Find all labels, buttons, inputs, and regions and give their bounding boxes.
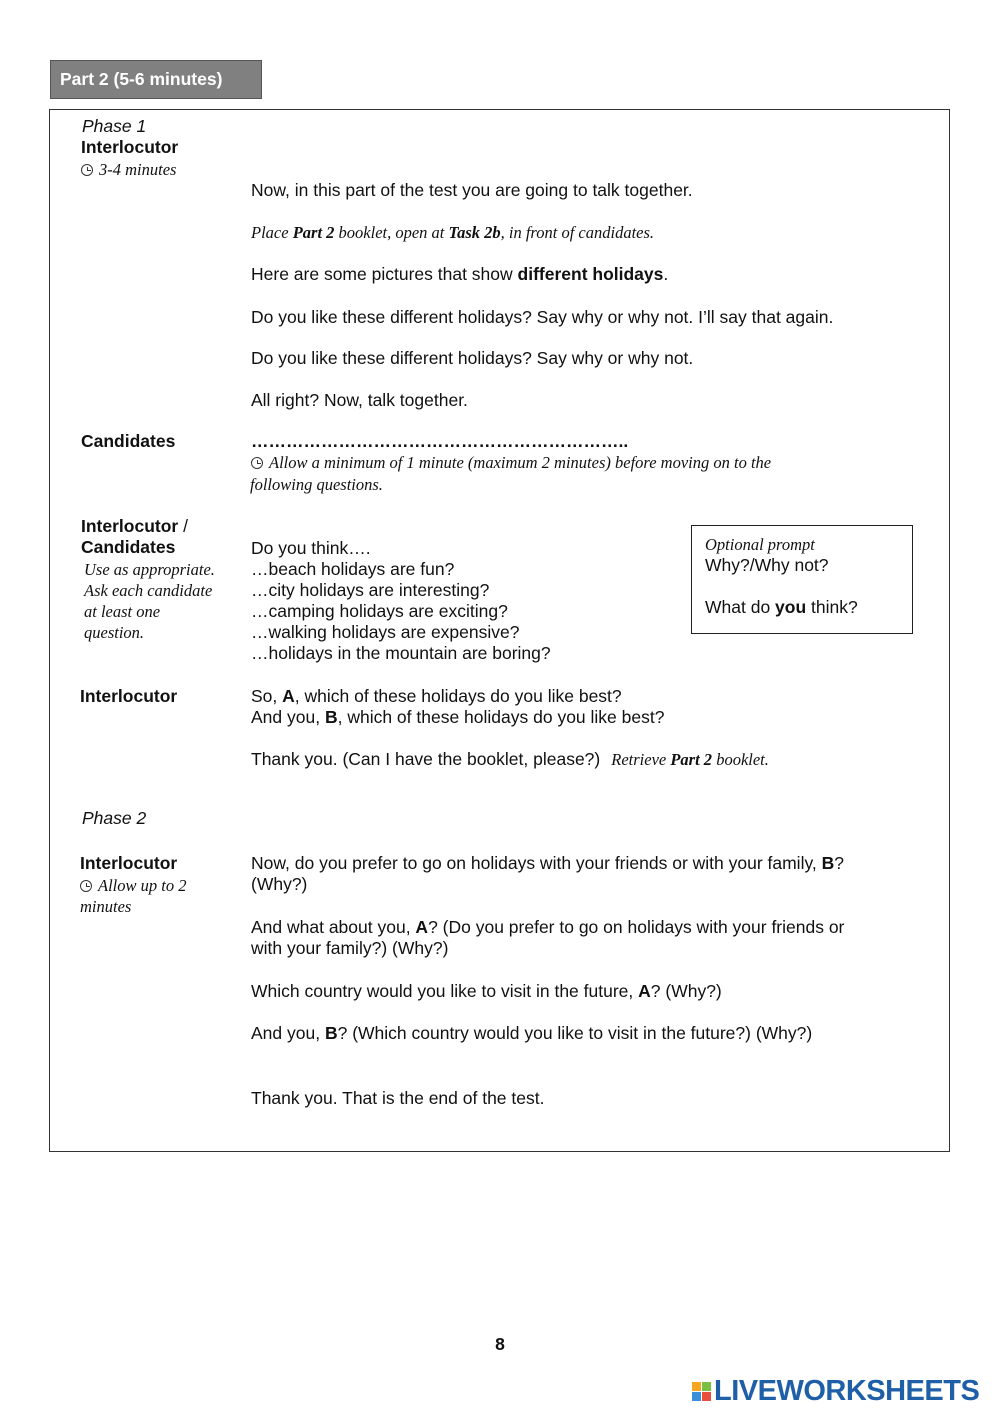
placement-text: Place	[251, 223, 293, 242]
clock-icon	[80, 880, 92, 892]
candidates-dots: ………………………………………………………..	[251, 431, 629, 451]
candidates-note-1	[251, 452, 771, 473]
phase1-role: Interlocutor	[81, 137, 179, 157]
retrieve-instruction	[611, 750, 769, 769]
thanks-text: Thank you. (Can I have the booklet, please?)	[251, 749, 601, 769]
optional-prompt-you: you	[775, 597, 807, 617]
pictures-topic: different holidays	[517, 264, 664, 284]
thanks-line	[251, 749, 769, 770]
best-a-text: So,	[251, 686, 283, 706]
prompts-label-2: Candidates	[81, 537, 176, 557]
list-item: …holidays in the mountain are boring?	[251, 643, 551, 663]
retrieve-text: Retrieve	[611, 750, 671, 769]
intro-line: Now, in this part of the test you are going to talk together.	[251, 180, 693, 200]
q1-mark: ?	[834, 853, 845, 873]
candidates-note-2: following questions.	[250, 475, 383, 494]
pictures-period: .	[663, 264, 669, 284]
phase2-timing-text: Allow up to 2	[98, 876, 187, 895]
prompts-instr-1: Use as appropriate.	[84, 560, 215, 579]
clock-icon	[81, 164, 93, 176]
q4-text: And you,	[251, 1023, 325, 1043]
phase1-timing	[81, 159, 176, 180]
phase2-q3	[251, 981, 722, 1002]
q3-text: Which country would you like to visit in the future,	[251, 981, 639, 1001]
candidate-a: A	[282, 686, 295, 706]
optional-prompt-text: What do	[705, 597, 776, 617]
q3-text-2: ? (Why?)	[650, 981, 722, 1001]
q2-text: And what about you,	[251, 917, 416, 937]
page-number: 8	[495, 1334, 505, 1354]
prompts-label-1	[81, 516, 188, 537]
q4-text-2: ? (Which country would you like to visit in the future?) (Why?)	[337, 1023, 813, 1043]
logo-text: LIVEWORKSHEETS	[714, 1374, 980, 1407]
candidate-b: B	[324, 707, 338, 727]
phase2-q1-why: (Why?)	[251, 874, 308, 894]
phase2-q2-cont: with your family?) (Why?)	[251, 938, 449, 958]
prompts-instr-3: at least one	[84, 602, 161, 621]
phase2-role: Interlocutor	[80, 853, 178, 873]
candidate-a: A	[638, 981, 651, 1001]
prompts-role-1: Interlocutor	[81, 516, 179, 536]
optional-prompt-line-1: Why?/Why not?	[705, 555, 829, 575]
best-question-a	[251, 686, 622, 707]
candidates-note-text: Allow a minimum of 1 minute (maximum 2 minutes) before moving on to the	[269, 453, 772, 472]
list-item: …camping holidays are exciting?	[251, 601, 508, 621]
pictures-text: Here are some pictures that show	[251, 264, 518, 284]
placement-instruction	[251, 222, 654, 243]
best-b-text: And you,	[251, 707, 325, 727]
best-b-text-2: , which of these holidays do you like best?	[337, 707, 665, 727]
phase1-timing-text: 3-4 minutes	[99, 160, 177, 179]
q2-text-2: ? (Do you prefer to go on holidays with your friends or	[428, 917, 845, 937]
q1-text: Now, do you prefer to go on holidays with your friends or with your family,	[251, 853, 822, 873]
phase2-q2	[251, 917, 844, 938]
phase2-timing-2: minutes	[80, 897, 132, 916]
best-question-b	[251, 707, 664, 728]
question-line: Do you like these different holidays? Say why or why not.	[251, 348, 694, 368]
candidate-b: B	[324, 1023, 338, 1043]
placement-text-3: , in front of candidates.	[500, 223, 655, 242]
placement-booklet: Part 2	[292, 223, 335, 242]
candidates-label: Candidates	[81, 431, 176, 451]
candidate-b: B	[821, 853, 835, 873]
phase2-timing-1	[80, 875, 186, 896]
all-right-line: All right? Now, talk together.	[251, 390, 468, 410]
best-a-text-2: , which of these holidays do you like best?	[294, 686, 622, 706]
phase2-q4	[251, 1023, 812, 1044]
best-label: Interlocutor	[80, 686, 178, 706]
prompts-instr-2: Ask each candidate	[84, 581, 213, 600]
phase1-label: Phase 1	[82, 116, 147, 136]
prompts-role-sep: /	[178, 516, 188, 536]
optional-prompt-title: Optional prompt	[705, 535, 815, 554]
retrieve-booklet: Part 2	[670, 750, 713, 769]
phase2-q1	[251, 853, 844, 874]
list-item: …beach holidays are fun?	[251, 559, 455, 579]
candidate-a: A	[415, 917, 429, 937]
optional-prompt-line-2	[705, 597, 858, 618]
liveworksheets-logo	[692, 1374, 979, 1408]
placement-task: Task 2b	[448, 223, 501, 242]
prompts-intro: Do you think….	[251, 538, 371, 558]
question-repeat-line: Do you like these different holidays? Say why or why not. I’ll say that again.	[251, 307, 834, 327]
prompts-instr-4: question.	[84, 623, 145, 642]
list-item: …city holidays are interesting?	[251, 580, 490, 600]
clock-icon	[251, 457, 263, 469]
retrieve-text-2: booklet.	[712, 750, 769, 769]
pictures-line	[251, 264, 668, 285]
placement-text-2: booklet, open at	[334, 223, 449, 242]
phase2-label: Phase 2	[82, 808, 147, 828]
part-title: Part 2 (5-6 minutes)	[60, 69, 223, 89]
optional-prompt-text-2: think?	[806, 597, 858, 617]
part-header	[50, 60, 262, 99]
logo-grid-icon	[692, 1382, 711, 1401]
list-item: …walking holidays are expensive?	[251, 622, 520, 642]
end-line: Thank you. That is the end of the test.	[251, 1088, 545, 1108]
